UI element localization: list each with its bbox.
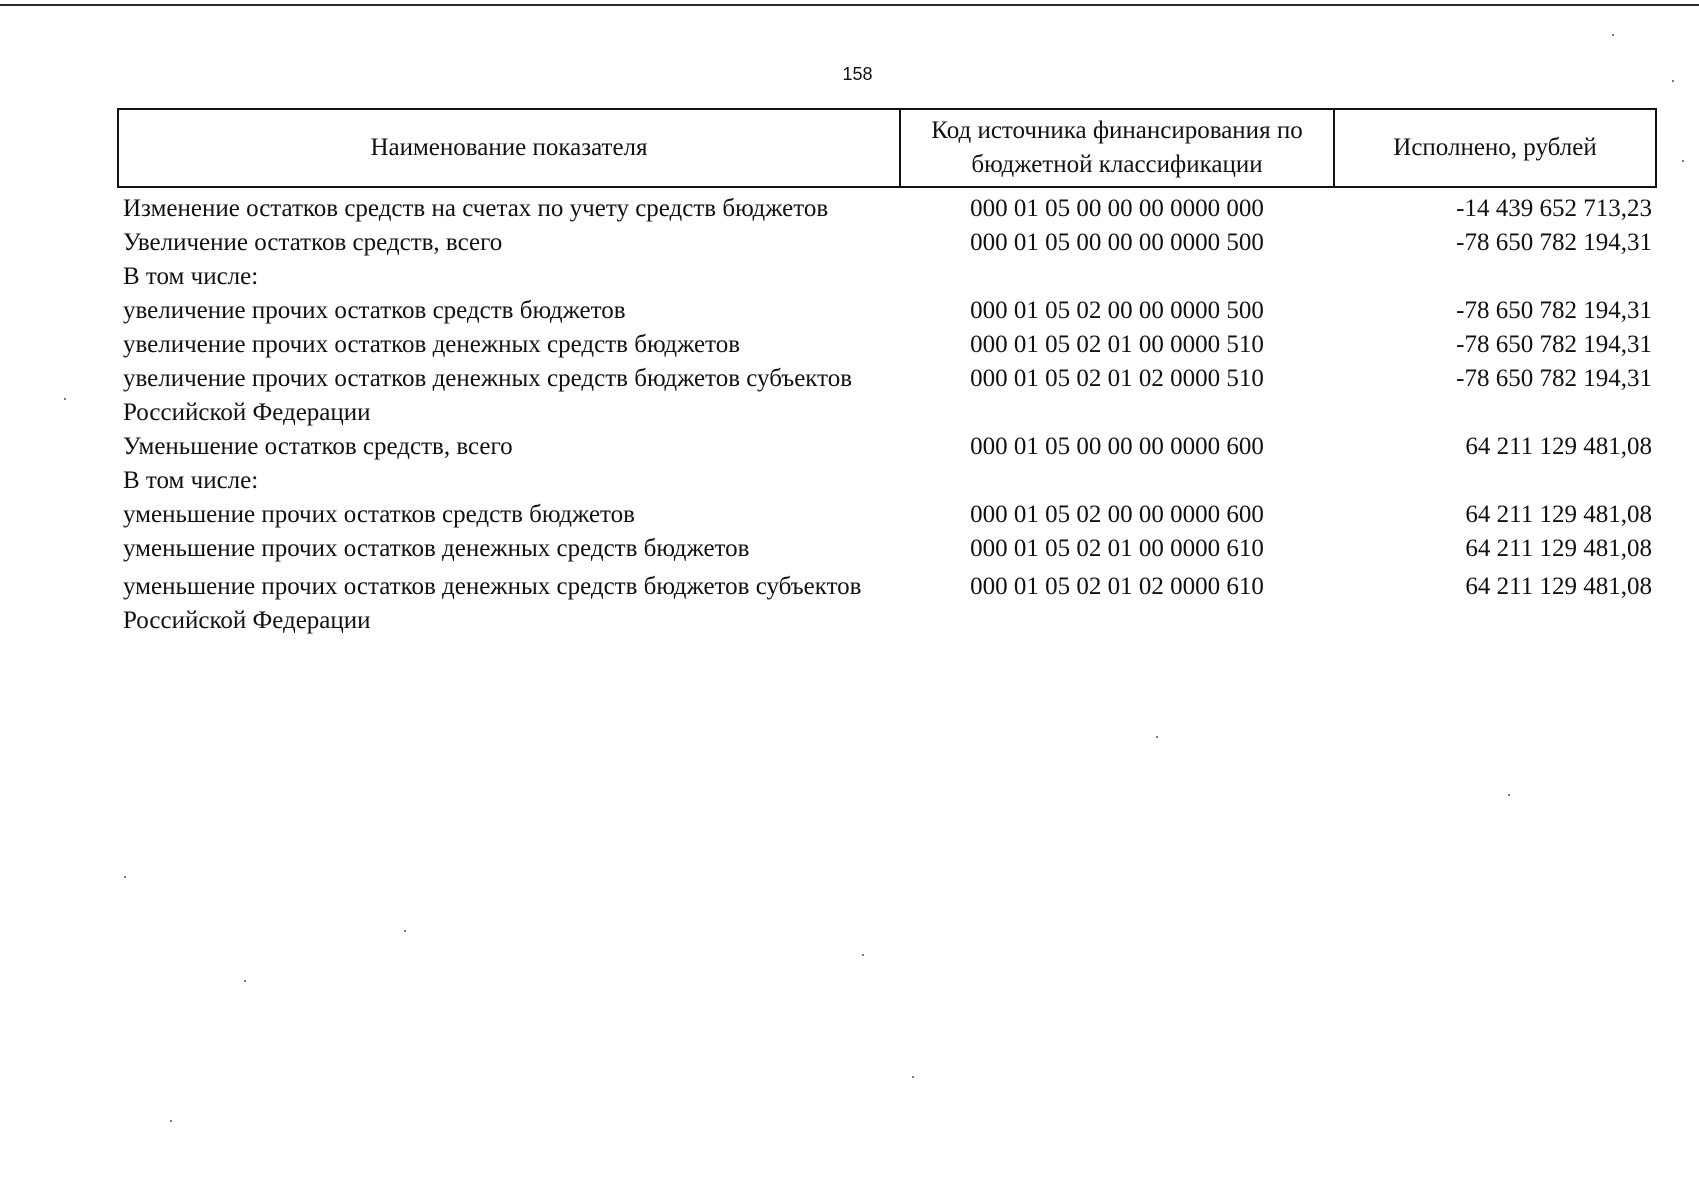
- scan-speck: [124, 876, 126, 878]
- row-code: [900, 464, 1334, 498]
- row-name: В том числе:: [123, 467, 259, 494]
- scan-speck: [1612, 34, 1614, 36]
- row-amount: 64 211 129 481,08: [1465, 433, 1652, 460]
- row-code: 000 01 05 02 00 00 0000 500: [970, 297, 1264, 324]
- table-row: [118, 532, 1656, 566]
- table-row: [118, 566, 1656, 638]
- row-amount: -14 439 652 713,23: [1456, 195, 1652, 222]
- header-amount: Исполнено, рублей: [1334, 109, 1656, 187]
- row-name: уменьшение прочих остатков средств бюджетов: [123, 501, 635, 528]
- header-name: Наименование показателя: [118, 109, 900, 187]
- row-code: 000 01 05 02 01 02 0000 610: [970, 573, 1264, 600]
- row-name: Уменьшение остатков средств, всего: [123, 433, 513, 460]
- table-row: [118, 187, 1656, 226]
- scan-speck: [1156, 736, 1158, 738]
- row-name: В том числе:: [123, 263, 259, 290]
- row-amount: -78 650 782 194,31: [1456, 331, 1652, 358]
- row-amount: 64 211 129 481,08: [1465, 573, 1652, 600]
- table-row: [118, 464, 1656, 498]
- row-code: 000 01 05 02 01 00 0000 510: [970, 331, 1264, 358]
- table-row: [118, 294, 1656, 328]
- row-name: увеличение прочих остатков средств бюджетов: [123, 297, 626, 324]
- table-header: [118, 109, 1656, 187]
- scan-speck: [912, 1076, 914, 1078]
- table-row: [118, 328, 1656, 362]
- row-name: Увеличение остатков средств, всего: [123, 229, 503, 256]
- row-name: Изменение остатков средств на счетах по учету средств бюджетов: [123, 195, 829, 222]
- scan-speck: [1682, 160, 1684, 162]
- header-code: Код источника финансирования по бюджетной классификации: [900, 109, 1334, 187]
- scan-speck: [244, 980, 246, 982]
- table-header-row: [118, 109, 1656, 187]
- table-row: [118, 362, 1656, 430]
- row-amount: [1334, 464, 1656, 498]
- table-row: [118, 430, 1656, 464]
- row-amount: -78 650 782 194,31: [1456, 229, 1652, 256]
- scan-speck: [170, 1120, 172, 1122]
- row-amount: 64 211 129 481,08: [1465, 501, 1652, 528]
- table-row: [118, 260, 1656, 294]
- scan-speck: [1508, 794, 1510, 796]
- row-code: 000 01 05 02 01 02 0000 510: [970, 365, 1264, 392]
- scan-speck: [862, 954, 864, 956]
- row-code: 000 01 05 00 00 00 0000 600: [970, 433, 1264, 460]
- row-amount: -78 650 782 194,31: [1456, 297, 1652, 324]
- row-name: увеличение прочих остатков денежных средств бюджетов субъектов Российской Федерации: [123, 365, 853, 426]
- scan-border-line: [0, 4, 1699, 6]
- budget-sources-table: [117, 108, 1657, 638]
- scan-speck: [64, 398, 66, 400]
- row-amount: 64 211 129 481,08: [1465, 535, 1652, 562]
- row-code: 000 01 05 02 00 00 0000 600: [970, 501, 1264, 528]
- row-amount: -78 650 782 194,31: [1456, 365, 1652, 392]
- page-number: 158: [842, 64, 873, 84]
- row-code: 000 01 05 00 00 00 0000 000: [970, 195, 1264, 222]
- table-row: [118, 226, 1656, 260]
- row-amount: [1334, 260, 1656, 294]
- table-body: [118, 187, 1656, 638]
- row-name: уменьшение прочих остатков денежных средств бюджетов: [123, 535, 750, 562]
- scan-speck: [1672, 80, 1674, 82]
- table-row: [118, 498, 1656, 532]
- row-code: 000 01 05 02 01 00 0000 610: [970, 535, 1264, 562]
- row-name: уменьшение прочих остатков денежных средств бюджетов субъектов Российской Федерации: [123, 573, 862, 634]
- scan-speck: [404, 930, 406, 932]
- row-code: 000 01 05 00 00 00 0000 500: [970, 229, 1264, 256]
- row-code: [900, 260, 1334, 294]
- row-name: увеличение прочих остатков денежных средств бюджетов: [123, 331, 741, 358]
